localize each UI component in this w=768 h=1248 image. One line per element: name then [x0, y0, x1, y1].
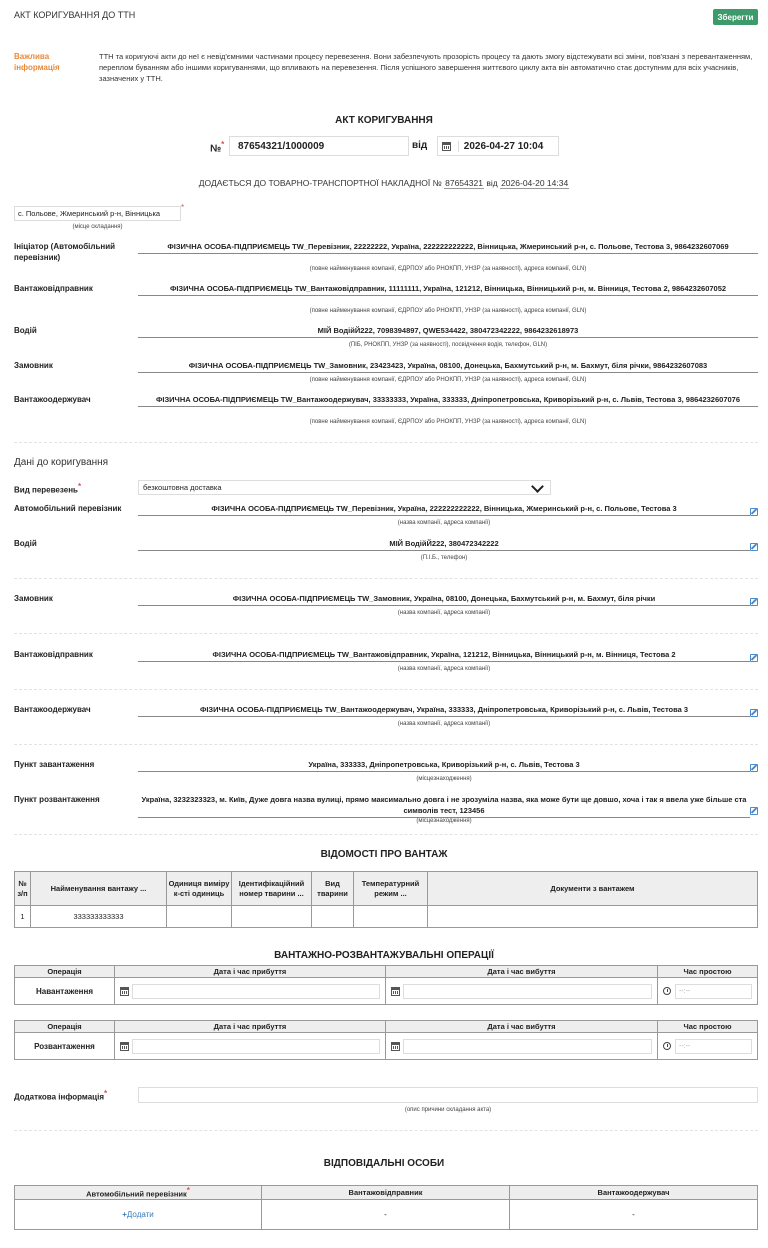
- downtime-input[interactable]: --:--: [663, 984, 752, 999]
- party-hint: (повне найменування компанії, ЄДРПОУ або РНОКПП, УНЗР (за наявності), адреса компанії, GLN): [309, 308, 587, 314]
- corr-label-driver: Водій: [14, 539, 37, 548]
- divider: [14, 744, 758, 745]
- edit-icon[interactable]: [750, 543, 758, 551]
- edit-icon[interactable]: [750, 598, 758, 606]
- correction-title: Дані до коригування: [14, 457, 109, 468]
- party-label-driver: Водій: [14, 326, 37, 335]
- corr-label-sender: Вантажовідправник: [14, 650, 93, 659]
- clock-icon: [663, 987, 671, 995]
- col-header: Автомобільний перевізник*: [15, 1186, 262, 1200]
- col-header: Час простою: [658, 966, 758, 978]
- corr-label-loading-point: Пункт завантаження: [14, 760, 95, 769]
- operation-loading: Навантаження: [15, 978, 115, 1005]
- corr-hint: (назва компанії, адреса компанії): [397, 721, 491, 727]
- col-header: Дата і час вибуття: [386, 1021, 658, 1033]
- page-title: АКТ КОРИГУВАННЯ ДО ТТН: [14, 10, 136, 20]
- divider: [14, 633, 758, 634]
- operations-title: ВАНТАЖНО-РОЗВАНТАЖУВАЛЬНІ ОПЕРАЦІЇ: [274, 950, 494, 961]
- calendar-icon: [442, 142, 451, 151]
- act-title: АКТ КОРИГУВАННЯ: [335, 115, 433, 126]
- col-header: Операція: [15, 1021, 115, 1033]
- corr-value-carrier: ФІЗИЧНА ОСОБА-ПІДПРИЄМЕЦЬ TW_Перевізник, Україна, 222222222222, Вінницька, Жмеринський р-н, с. Польове, Тестова 3: [138, 503, 750, 516]
- col-header: Час простою: [658, 1021, 758, 1033]
- table-row: [15, 978, 758, 1005]
- place-input[interactable]: с. Польове, Жмеринський р-н, Вінницька: [14, 206, 181, 221]
- party-value-sender: ФІЗИЧНА ОСОБА-ПІДПРИЄМЕЦЬ TW_Вантажовідправник, 11111111, Україна, 121212, Вінницька, Вінницький р-н, м. Вінниця, Тестова 2, 9864232607052: [138, 283, 758, 296]
- col-header: Дата і час прибуття: [115, 1021, 386, 1033]
- calendar-icon: [120, 987, 129, 996]
- edit-icon[interactable]: [750, 508, 758, 516]
- divider: [14, 689, 758, 690]
- transport-type-label: Вид перевезень*: [14, 482, 82, 495]
- corr-value-loading-point: Україна, 333333, Дніпропетровська, Криворізький р-н, с. Львів, Тестова 3: [138, 759, 750, 772]
- arrival-datetime-input[interactable]: [120, 984, 380, 999]
- party-value-receiver: ФІЗИЧНА ОСОБА-ПІДПРИЄМЕЦЬ TW_Вантажоодержувач, 33333333, Україна, 333333, Дніпропетровська, Криворізький р-н, с. Львів, Тестова 3, 9864232607076: [138, 394, 758, 407]
- corr-label-carrier: Автомобільний перевізник: [14, 504, 122, 513]
- col-header: Вид тварини: [312, 872, 354, 906]
- col-header: Дата і час прибуття: [115, 966, 386, 978]
- corr-value-driver: МІЙ ВодійЙ222, 380472342222: [138, 538, 750, 551]
- divider: [14, 1130, 758, 1131]
- calendar-icon: [391, 1042, 400, 1051]
- calendar-icon: [391, 987, 400, 996]
- info-label: Важлива інформація: [14, 52, 60, 72]
- receiver-responsible: -: [510, 1199, 758, 1229]
- corr-hint: (місцезнаходження): [416, 776, 472, 782]
- party-value-initiator: ФІЗИЧНА ОСОБА-ПІДПРИЄМЕЦЬ TW_Перевізник, 22222222, Україна, 222222222222, Вінницька, Жмеринський р-н, с. Польове, Тестова 3, 9864232607069: [138, 241, 758, 254]
- add-carrier-link[interactable]: +Додати: [122, 1209, 154, 1219]
- divider: [14, 578, 758, 579]
- corr-value-sender: ФІЗИЧНА ОСОБА-ПІДПРИЄМЕЦЬ TW_Вантажовідправник, Україна, 121212, Вінницька, Вінницький р-н, м. Вінниця, Тестова 2: [138, 649, 750, 662]
- corr-hint: (назва компанії, адреса компанії): [397, 610, 491, 616]
- downtime-input[interactable]: --:--: [663, 1039, 752, 1054]
- corr-hint: (місцезнаходження): [416, 818, 472, 824]
- corr-label-unloading-point: Пункт розвантаження: [14, 795, 100, 804]
- departure-datetime-input[interactable]: [391, 1039, 652, 1054]
- col-header: Операція: [15, 966, 115, 978]
- additional-info-label: Додаткова інформація*: [14, 1089, 108, 1102]
- party-hint: (ПІБ, РНОКПП, УНЗР (за наявності), посвідчення водія, телефон, GLN): [348, 342, 548, 348]
- corr-value-receiver: ФІЗИЧНА ОСОБА-ПІДПРИЄМЕЦЬ TW_Вантажоодержувач, Україна, 333333, Дніпропетровська, Криворізький р-н, с. Львів, Тестова 3: [138, 704, 750, 717]
- corr-label-customer: Замовник: [14, 594, 53, 603]
- ttn-reference: ДОДАЄТЬСЯ ДО ТОВАРНО-ТРАНСПОРТНОЇ НАКЛАДНОЇ № 87654321 від 2026-04-20 14:34: [198, 178, 569, 188]
- edit-icon[interactable]: [750, 709, 758, 717]
- table-row[interactable]: 1 333333333333: [15, 906, 758, 928]
- cargo-table: [14, 871, 758, 928]
- operation-unloading: Розвантаження: [15, 1033, 115, 1060]
- corr-value-unloading-point: Україна, 3232323323, м. Київ, Дуже довга назва вулиці, прямо максимально довга і не зрозуміла назва, яка може бути ще довшо, хоча і так я ввела уже більше ста символів тест, 123456: [138, 794, 750, 818]
- party-hint: (повне найменування компанії, ЄДРПОУ або РНОКПП, УНЗР (за наявності), адреса компанії, GLN): [309, 377, 587, 383]
- responsible-table: [14, 1185, 758, 1230]
- departure-datetime-input[interactable]: [391, 984, 652, 999]
- col-header: Дата і час вибуття: [386, 966, 658, 978]
- corr-hint: (назва компанії, адреса компанії): [397, 520, 491, 526]
- arrival-datetime-input[interactable]: [120, 1039, 380, 1054]
- responsible-title: ВІДПОВІДАЛЬНІ ОСОБИ: [323, 1158, 445, 1169]
- col-header: Вантажовідправник: [262, 1186, 510, 1200]
- col-header: Одиниця виміру к-сті одиниць: [167, 872, 232, 906]
- divider: [14, 442, 758, 443]
- clock-icon: [663, 1042, 671, 1050]
- transport-type-select[interactable]: безкоштовна доставка: [138, 480, 551, 495]
- additional-info-input[interactable]: [138, 1087, 758, 1103]
- corr-hint: (назва компанії, адреса компанії): [397, 666, 491, 672]
- number-label: №*: [210, 140, 225, 155]
- party-label-initiator: Ініціатор (Автомобільний перевізник): [14, 242, 116, 262]
- col-header: Температурний режим ...: [354, 872, 428, 906]
- party-hint: (повне найменування компанії, ЄДРПОУ або РНОКПП, УНЗР (за наявності), адреса компанії, GLN): [309, 266, 587, 272]
- save-button[interactable]: Зберегти: [713, 9, 758, 25]
- ttn-date: 2026-04-20 14:34: [501, 178, 569, 188]
- required-mark: *: [181, 203, 185, 212]
- col-header: № з/п: [15, 872, 31, 906]
- col-header: Вантажоодержувач: [510, 1186, 758, 1200]
- corr-label-receiver: Вантажоодержувач: [14, 705, 91, 714]
- party-value-customer: ФІЗИЧНА ОСОБА-ПІДПРИЄМЕЦЬ TW_Замовник, 23423423, Україна, 08100, Донецька, Бахмутський р-н, м. Бахмут, біля річки, 9864232607083: [138, 360, 758, 373]
- edit-icon[interactable]: [750, 807, 758, 815]
- table-row: [15, 1199, 758, 1229]
- col-header: Документи з вантажем: [428, 872, 758, 906]
- edit-icon[interactable]: [750, 764, 758, 772]
- info-text: ТТН та коригуючі акти до неї є невід'ємними частинами процесу перевезення. Вони забезпечують прозорість процесу та дають змогу відстежувати всі зміни, пов'язані з перевантаженням, переплом буванням або іншими коригуваннями, що впливають на перевезення. Після успішного завершення життєвого циклу акта він автоматично стає доступним для всіх учасників, зазначених у ТТН.: [99, 52, 753, 83]
- corr-hint: (П.І.Б., телефон): [420, 555, 468, 561]
- party-label-customer: Замовник: [14, 361, 53, 370]
- place-hint: (місце складання): [72, 224, 123, 230]
- ttn-number: 87654321: [445, 178, 483, 188]
- additional-info-hint: (опис причини складання акта): [404, 1107, 492, 1113]
- cargo-title: ВІДОМОСТІ ПРО ВАНТАЖ: [320, 849, 448, 860]
- table-row: [15, 1033, 758, 1060]
- col-header: Ідентифікаційний номер тварини ...: [232, 872, 312, 906]
- edit-icon[interactable]: [750, 654, 758, 662]
- divider: [14, 834, 758, 835]
- sender-responsible: -: [262, 1199, 510, 1229]
- party-label-receiver: Вантажоодержувач: [14, 395, 91, 404]
- act-date-input[interactable]: 2026-04-27 10:04: [437, 136, 559, 156]
- act-number-input[interactable]: 87654321/1000009: [229, 136, 409, 156]
- party-label-sender: Вантажовідправник: [14, 284, 93, 293]
- loading-table: [14, 965, 758, 1005]
- date-from-label: від: [412, 140, 428, 151]
- unloading-table: [14, 1020, 758, 1060]
- party-hint: (повне найменування компанії, ЄДРПОУ або РНОКПП, УНЗР (за наявності), адреса компанії, GLN): [309, 419, 587, 425]
- chevron-down-icon: [531, 480, 544, 493]
- party-value-driver: МІЙ ВодійЙ222, 7098394897, QWE534422, 380472342222, 9864232618973: [138, 325, 758, 338]
- corr-value-customer: ФІЗИЧНА ОСОБА-ПІДПРИЄМЕЦЬ TW_Замовник, Україна, 08100, Донецька, Бахмутський р-н, м. Бахмут, біля річки: [138, 593, 750, 606]
- calendar-icon: [120, 1042, 129, 1051]
- plus-icon: +: [122, 1209, 127, 1219]
- col-header: Найменування вантажу ...: [31, 872, 167, 906]
